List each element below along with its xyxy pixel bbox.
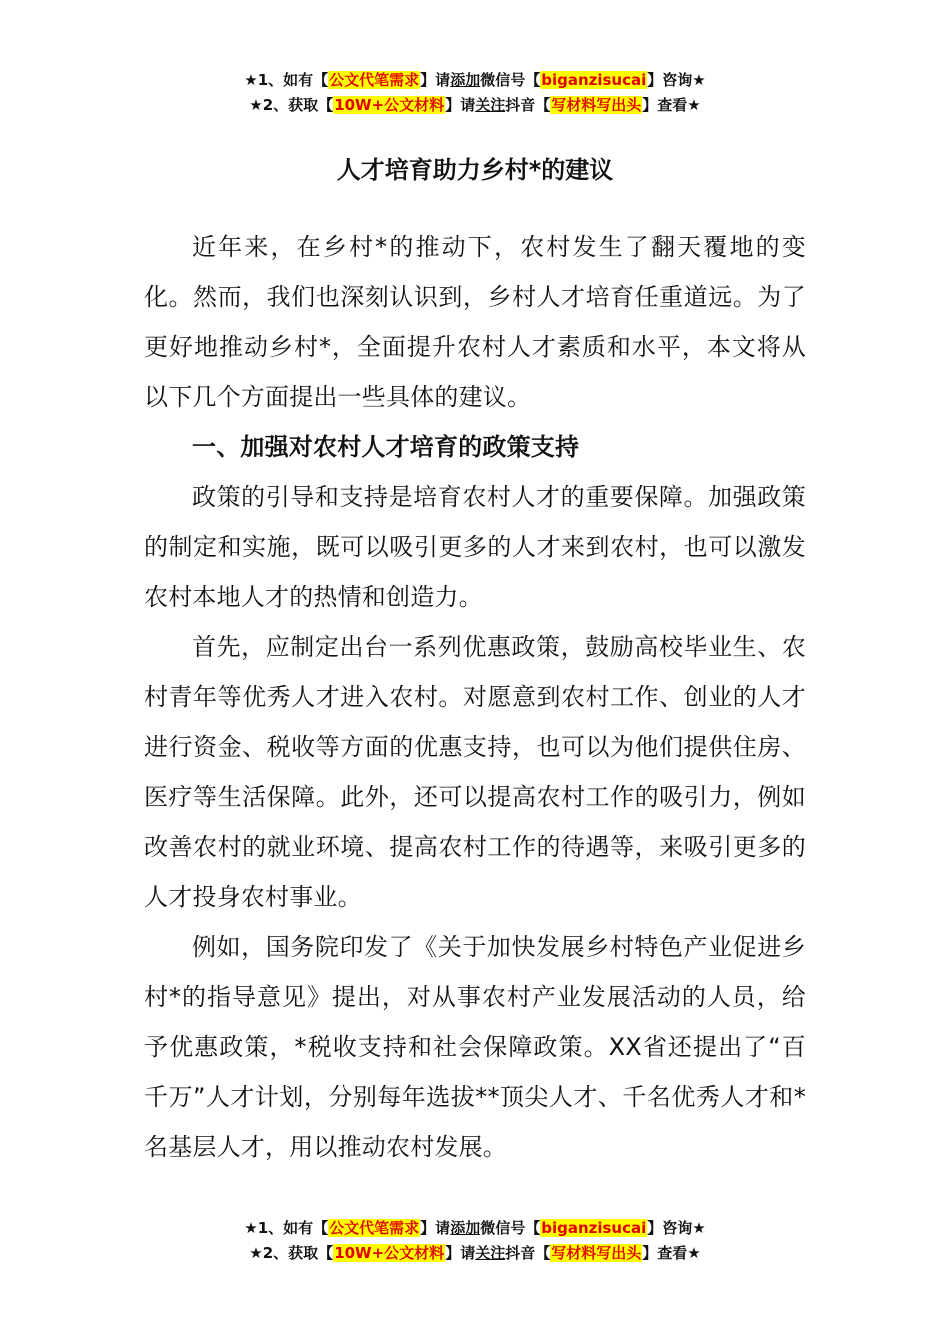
intro-paragraph: 近年来，在乡村*的推动下，农村发生了翻天覆地的变化。然而，我们也深刻认识到，乡村人才培育任重道远。为了更好地推动乡村*，全面提升农村人才素质和水平，本文将从以下几个方面提出一些具体的建议。 (144, 233, 806, 411)
section-heading: 一、加强对农村人才培育的政策支持 (192, 433, 580, 461)
banner-text: ★2、获取【 (249, 96, 334, 114)
highlight-douyin-account: 写材料写出头 (551, 96, 642, 114)
banner-line-2 (0, 93, 950, 118)
body-paragraph: 例如，国务院印发了《关于加快发展乡村特色产业促进乡村*的指导意见》提出，对从事农村产业发展活动的人员，给予优惠政策，*税收支持和社会保障政策。XX省还提出了“百千万”人才计划，分别每年选拔**顶尖人才、千名优秀人才和*名基层人才，用以推动农村发展。 (144, 933, 806, 1161)
banner-text: ★1、如有【 (244, 1219, 329, 1237)
banner-text: ★2、获取【 (249, 1244, 334, 1262)
banner-text: 微信号【 (480, 71, 541, 89)
body-paragraph: 政策的引导和支持是培育农村人才的重要保障。加强政策的制定和实施，既可以吸引更多的人才来到农村，也可以激发农村本地人才的热情和创造力。 (144, 483, 806, 611)
underlined-follow: 关注 (475, 96, 506, 114)
body-paragraph: 首先，应制定出台一系列优惠政策，鼓励高校毕业生、农村青年等优秀人才进入农村。对愿意到农村工作、创业的人才进行资金、税收等方面的优惠支持，也可以为他们提供住房、医疗等生活保障。此外，还可以提高农村工作的吸引力，例如改善农村的就业环境、提高农村工作的待遇等，来吸引更多的人才投身农村事业。 (144, 633, 806, 911)
header-banner (0, 68, 950, 118)
highlight-wechat-id: biganzisucai (541, 71, 647, 89)
banner-text: 】请 (445, 1244, 476, 1262)
document-body (144, 222, 806, 1172)
banner-text: 抖音【 (505, 1244, 551, 1262)
banner-text: 】请 (445, 96, 476, 114)
banner-text: 抖音【 (505, 96, 551, 114)
underlined-add: 添加 (450, 1219, 481, 1237)
underlined-add: 添加 (450, 71, 481, 89)
underlined-follow: 关注 (475, 1244, 506, 1262)
banner-text: ★1、如有【 (244, 71, 329, 89)
highlight-materials: 10W+公文材料 (334, 1244, 445, 1262)
banner-text: 】查看★ (642, 1244, 701, 1262)
banner-text: 微信号【 (480, 1219, 541, 1237)
highlight-wechat-id: biganzisucai (541, 1219, 647, 1237)
banner-text: 】咨询★ (647, 1219, 706, 1237)
highlight-materials: 10W+公文材料 (334, 96, 445, 114)
banner-text: 】查看★ (642, 96, 701, 114)
banner-line-2 (0, 1241, 950, 1266)
highlight-ghostwriting: 公文代笔需求 (329, 1219, 420, 1237)
footer-banner (0, 1216, 950, 1266)
banner-text: 】咨询★ (647, 71, 706, 89)
banner-text: 】请 (420, 1219, 451, 1237)
highlight-douyin-account: 写材料写出头 (551, 1244, 642, 1262)
document-title: 人才培育助力乡村*的建议 (336, 156, 614, 184)
banner-text: 】请 (420, 71, 451, 89)
banner-line-1 (0, 1216, 950, 1241)
banner-line-1 (0, 68, 950, 93)
highlight-ghostwriting: 公文代笔需求 (329, 71, 420, 89)
